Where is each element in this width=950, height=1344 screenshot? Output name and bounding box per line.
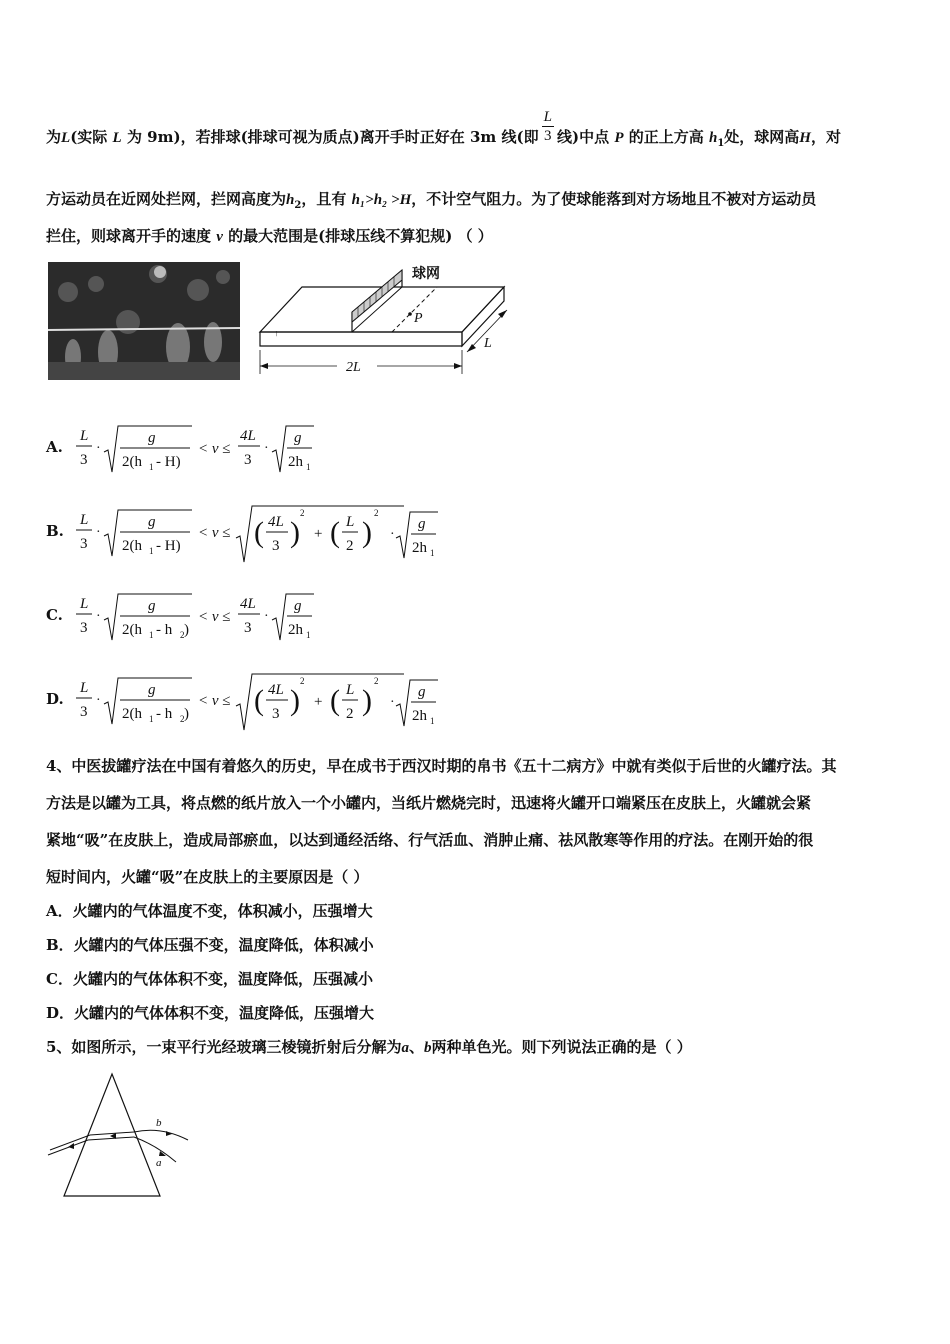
q3-option-d[interactable]: [46, 672, 466, 732]
q5-stem: [46, 1037, 692, 1058]
q3-var-P: P: [614, 130, 624, 146]
q3-var-L: L: [61, 130, 71, 146]
svg-text:2: 2: [300, 676, 305, 686]
label-P: P: [414, 311, 423, 326]
q3-text: 拦住，则球离开手的速度: [46, 227, 212, 245]
court-diagram: [252, 262, 512, 382]
q3-line-3: [46, 226, 493, 247]
svg-text:2: 2: [300, 508, 305, 518]
svg-text:g: g: [148, 598, 156, 614]
svg-text:1: 1: [149, 462, 154, 472]
q4-line-4: 短时间内，火罐“吸”在皮肤上的主要原因是（ ）: [46, 868, 369, 886]
q3-var-L: L: [112, 130, 122, 146]
svg-text:(: (: [254, 684, 264, 717]
svg-text:·: ·: [390, 695, 395, 710]
svg-text:3: 3: [80, 620, 88, 636]
option-label: B.: [46, 522, 64, 540]
svg-text:< v ≤: < v ≤: [198, 441, 231, 457]
option-label: D.: [46, 690, 64, 708]
svg-text:g: g: [294, 598, 302, 614]
svg-text:g: g: [418, 684, 426, 700]
svg-text:2h: 2h: [288, 622, 303, 638]
svg-text:L: L: [346, 682, 355, 698]
svg-text:2: 2: [374, 676, 379, 686]
q3-text: 处，球网高: [724, 128, 800, 146]
svg-text:1: 1: [306, 630, 311, 640]
q3-text: ，对: [810, 128, 841, 146]
svg-text:L: L: [346, 514, 355, 530]
svg-text:+: +: [314, 694, 323, 710]
svg-text:g: g: [294, 430, 302, 446]
svg-text:·: ·: [96, 609, 101, 624]
svg-text:< v ≤: < v ≤: [198, 609, 231, 625]
q3-line-1: [46, 108, 841, 154]
svg-text:2: 2: [180, 630, 185, 640]
q3-var-v: v: [216, 229, 223, 245]
svg-text:1: 1: [149, 546, 154, 556]
svg-text:4L: 4L: [268, 514, 284, 530]
svg-text:L: L: [80, 428, 89, 444]
svg-text:1: 1: [430, 716, 435, 726]
svg-text:4L: 4L: [240, 428, 256, 444]
svg-text:3: 3: [244, 620, 252, 636]
label-L: L: [484, 336, 492, 351]
q3-var-H: H: [799, 130, 811, 146]
svg-text:L: L: [80, 680, 89, 696]
svg-text:·: ·: [264, 609, 269, 624]
svg-text:2(h: 2(h: [122, 706, 142, 722]
svg-text:4L: 4L: [268, 682, 284, 698]
svg-text:1: 1: [430, 548, 435, 558]
q3-text: 线)中点: [556, 128, 610, 146]
option-label: A.: [46, 438, 63, 456]
q5-text: 、: [408, 1038, 424, 1056]
svg-text:(: (: [330, 516, 340, 549]
q3-option-c[interactable]: [46, 588, 366, 648]
q4-line-2: 方法是以罐为工具，将点燃的纸片放入一个小罐内，当纸片燃烧完时，迅速将火罐开口端紧压在皮肤上，火罐就会紧: [46, 794, 812, 812]
svg-text:3: 3: [80, 704, 88, 720]
q3-subscript: 1: [717, 138, 725, 149]
q4-option-c[interactable]: C．火罐内的气体体积不变，温度降低，压强减小: [46, 970, 373, 988]
svg-text:- h: - h: [156, 622, 173, 638]
label-2L: 2L: [346, 360, 361, 375]
q4-option-a[interactable]: A．火罐内的气体温度不变，体积减小，压强增大: [46, 902, 373, 920]
svg-text:2(h: 2(h: [122, 538, 142, 554]
svg-text:2h: 2h: [412, 708, 427, 724]
svg-text:L: L: [80, 596, 89, 612]
q5-var-a: a: [401, 1040, 409, 1056]
option-label: C.: [46, 606, 63, 624]
label-net: 球网: [412, 267, 440, 282]
svg-text:·: ·: [390, 527, 395, 542]
q5-var-b: b: [423, 1040, 432, 1056]
svg-text:3: 3: [80, 452, 88, 468]
svg-text:1: 1: [149, 714, 154, 724]
q3-option-b[interactable]: [46, 504, 466, 564]
svg-text:2(h: 2(h: [122, 454, 142, 470]
q3-option-a[interactable]: [46, 420, 366, 480]
svg-text:3: 3: [80, 536, 88, 552]
svg-text:2(h: 2(h: [122, 622, 142, 638]
q5-text: 两种单色光。则下列说法正确的是（ ）: [431, 1038, 692, 1056]
svg-text:< v ≤: < v ≤: [198, 693, 231, 709]
svg-text:2: 2: [374, 508, 379, 518]
svg-text:): ): [290, 684, 300, 717]
q3-text: 的最大范围是(排球压线不算犯规) （ ）: [228, 227, 493, 245]
svg-text:·: ·: [96, 693, 101, 708]
svg-text:g: g: [148, 430, 156, 446]
q3-condition: h₁>h₂ >H: [351, 192, 412, 208]
q4-line-3: 紧地“吸”在皮肤上，造成局部瘀血，以达到通经活络、行气活血、消肿止痛、祛风散寒等作用的疗法。在刚开始的很: [46, 831, 814, 849]
q3-text: 的正上方高: [628, 128, 704, 146]
svg-text:2: 2: [346, 538, 354, 554]
q3-text: 为 9m)，若排球(排球可视为质点)离开手时正好在 3m 线(即: [126, 128, 539, 146]
svg-text:): ): [362, 684, 372, 717]
label-a: a: [156, 1157, 162, 1169]
svg-text:·: ·: [96, 441, 101, 456]
svg-text:(: (: [254, 516, 264, 549]
svg-text:3: 3: [272, 706, 280, 722]
prism-diagram: [46, 1070, 196, 1202]
q3-text: 方运动员在近网处拦网，拦网高度为: [46, 190, 287, 208]
svg-text:(: (: [330, 684, 340, 717]
svg-text:2: 2: [346, 706, 354, 722]
svg-text:): ): [184, 706, 189, 722]
svg-text:3: 3: [244, 452, 252, 468]
q3-var-h: h: [286, 192, 295, 208]
svg-text:- H): - H): [156, 454, 181, 470]
q3-var-h: h: [708, 130, 718, 146]
svg-text:↑: ↑: [274, 328, 279, 338]
svg-text:4L: 4L: [240, 596, 256, 612]
svg-text:·: ·: [96, 525, 101, 540]
svg-text:1: 1: [306, 462, 311, 472]
svg-text:·: ·: [264, 441, 269, 456]
svg-text:): ): [184, 622, 189, 638]
svg-text:3: 3: [272, 538, 280, 554]
volleyball-photo: [48, 262, 240, 380]
q3-subscript: 2: [294, 200, 302, 211]
svg-text:g: g: [148, 514, 156, 530]
q5-text: 5、如图所示，一束平行光经玻璃三棱镜折射后分解为: [46, 1038, 402, 1056]
q3-text: ，不计空气阻力。为了使球能落到对方场地且不被对方运动员: [411, 190, 817, 208]
q3-text: (实际: [70, 128, 108, 146]
svg-text:1: 1: [149, 630, 154, 640]
q3-line-2: [46, 189, 816, 216]
svg-text:g: g: [148, 682, 156, 698]
svg-text:): ): [362, 516, 372, 549]
q4-line-1: 4、中医拔罐疗法在中国有着悠久的历史，早在成书于西汉时期的帛书《五十二病方》中就有类似于后世的火罐疗法。其: [46, 757, 837, 775]
label-b: b: [156, 1117, 162, 1129]
svg-text:- H): - H): [156, 538, 181, 554]
q4-option-d[interactable]: D．火罐内的气体体积不变，温度降低，压强增大: [46, 1004, 375, 1022]
svg-text:2h: 2h: [412, 540, 427, 556]
svg-text:L: L: [80, 512, 89, 528]
svg-text:+: +: [314, 526, 323, 542]
svg-text:2h: 2h: [288, 454, 303, 470]
svg-text:g: g: [418, 516, 426, 532]
q4-option-b[interactable]: B．火罐内的气体压强不变，温度降低，体积减小: [46, 936, 374, 954]
svg-text:): ): [290, 516, 300, 549]
svg-text:2: 2: [180, 714, 185, 724]
svg-text:- h: - h: [156, 706, 173, 722]
q3-text: 为: [46, 128, 62, 146]
svg-text:< v ≤: < v ≤: [198, 525, 231, 541]
fraction-L-over-3: $\frac{L}{3}$: [543, 108, 552, 144]
q3-text: ，且有: [301, 190, 347, 208]
